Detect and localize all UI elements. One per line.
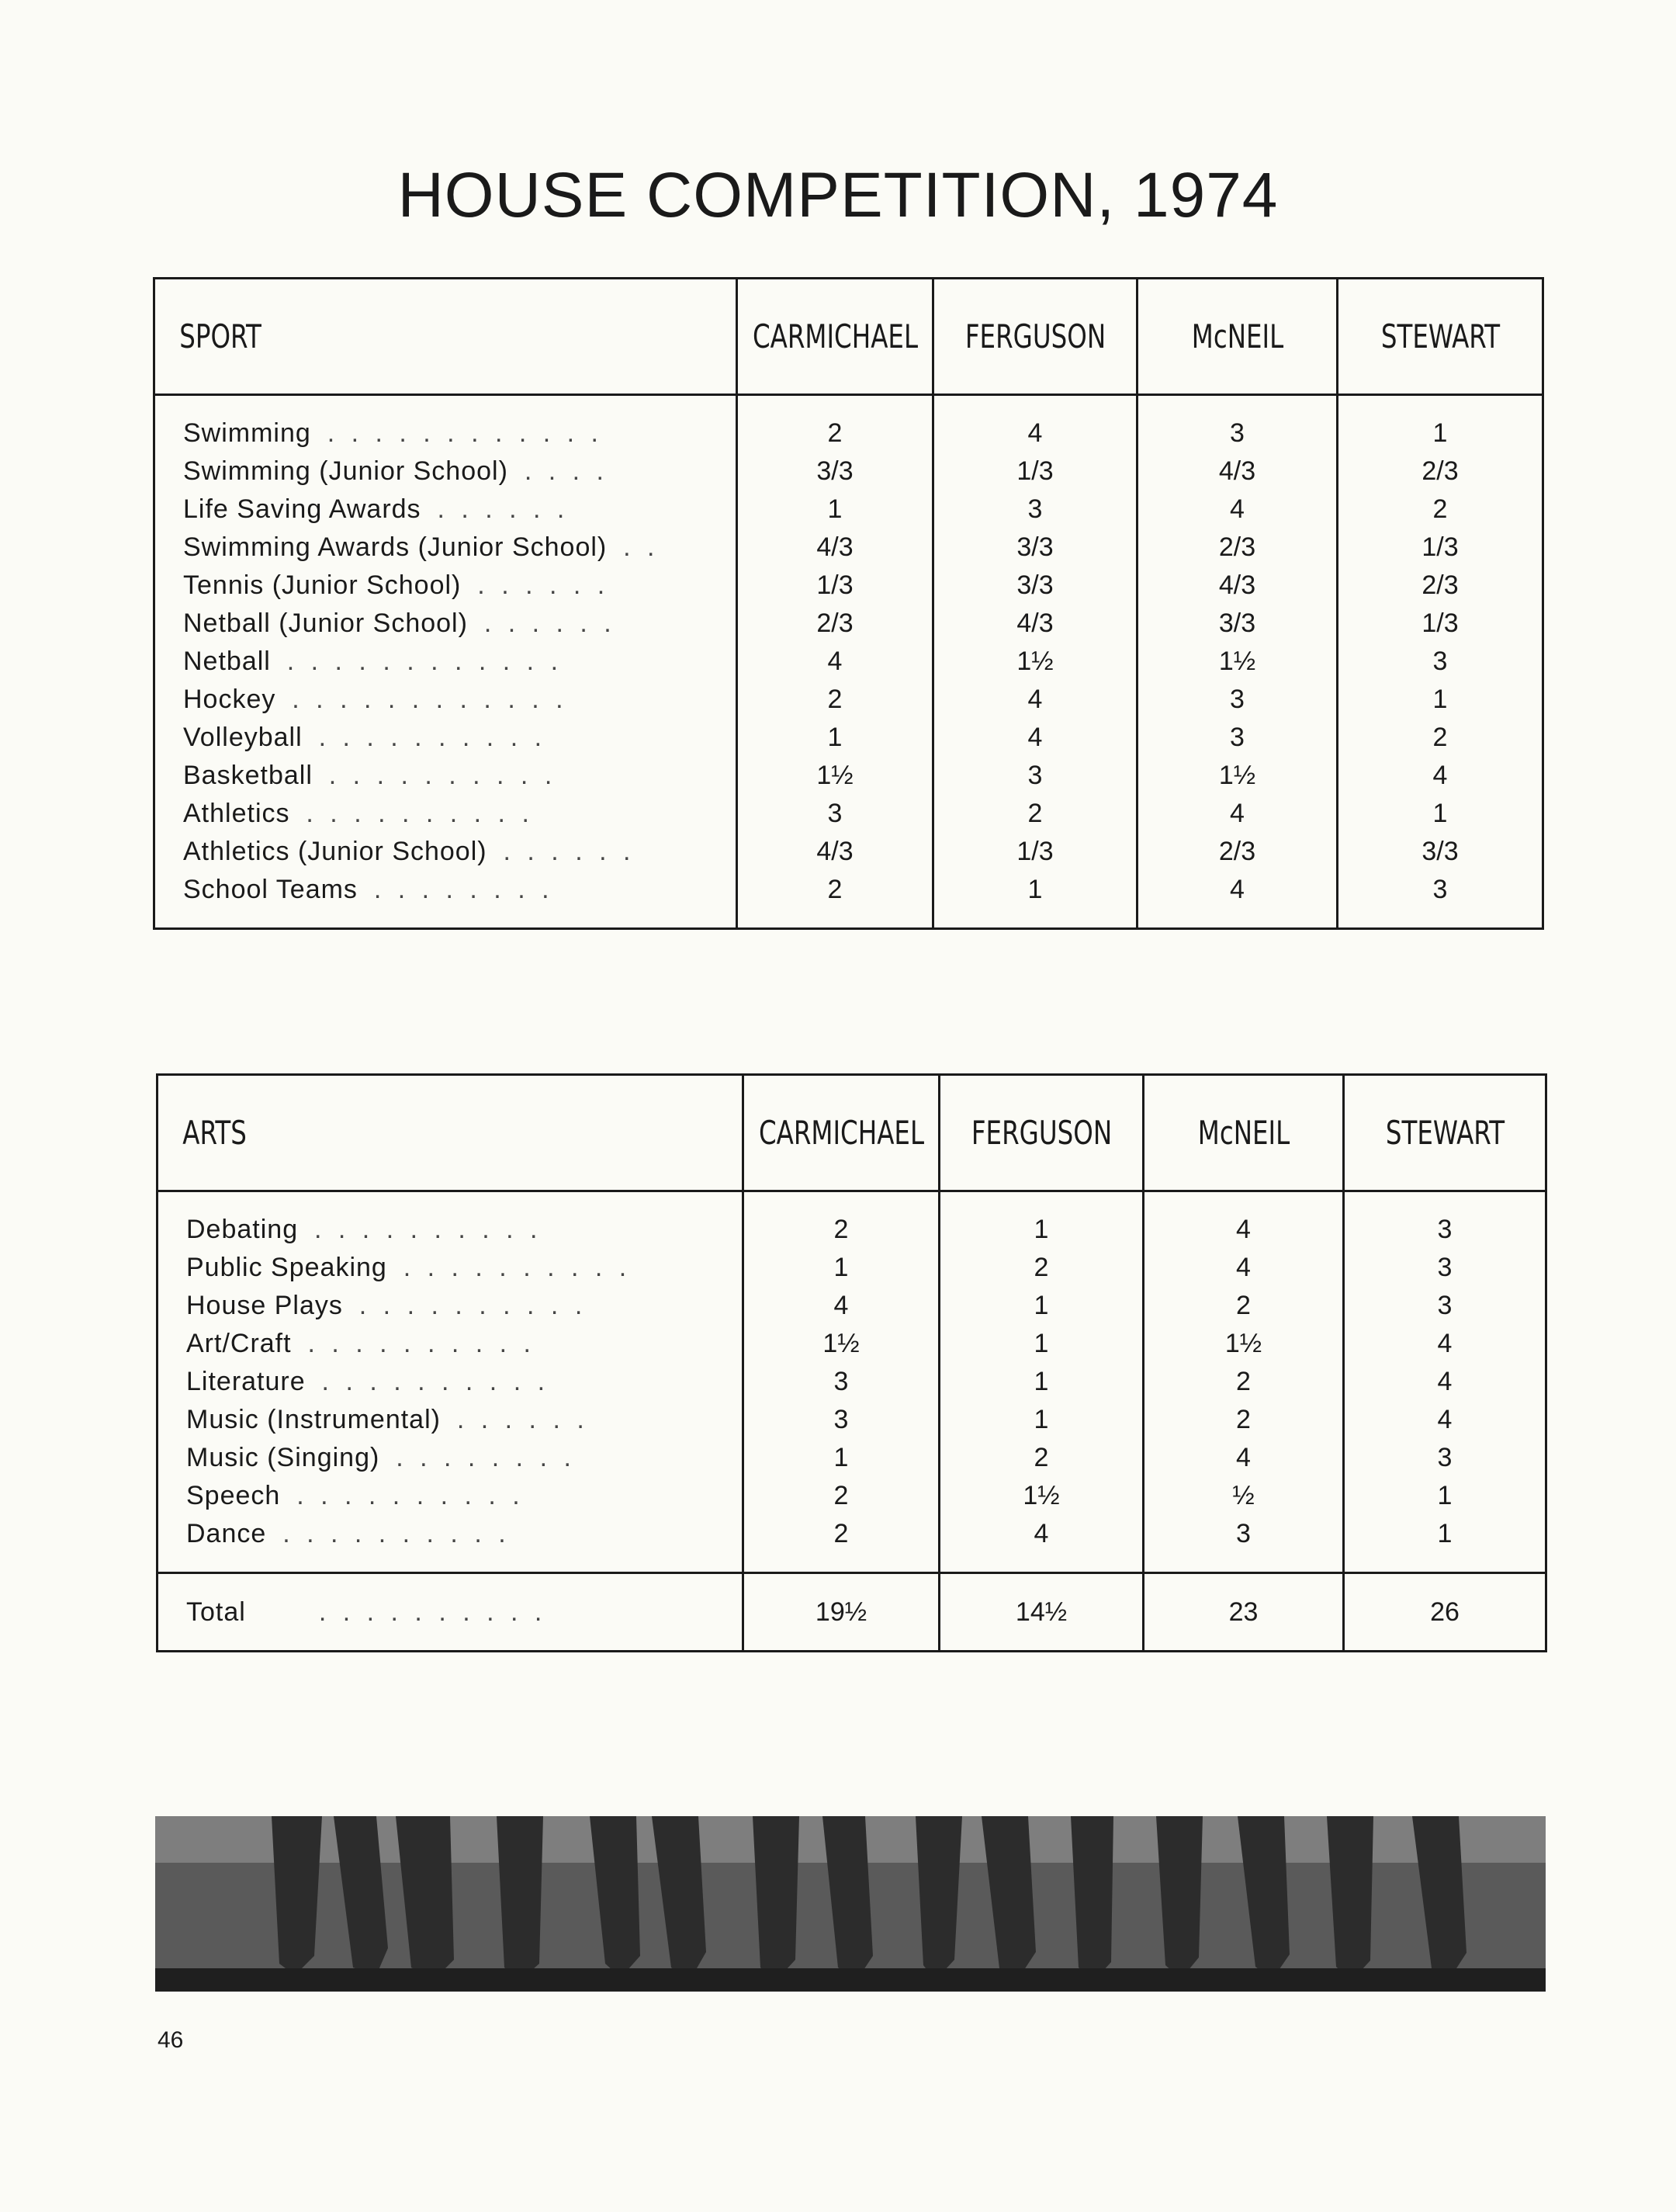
- score-cell: 3: [1338, 871, 1543, 929]
- table-row: [158, 1439, 1546, 1477]
- row-label: [158, 1249, 743, 1287]
- leader-dots: . . . . . . . .: [396, 1443, 576, 1472]
- row-name: Public Speaking: [186, 1253, 387, 1282]
- row-name: Athletics (Junior School): [183, 837, 487, 866]
- leader-dots: . . . . . . . . . . . .: [327, 418, 603, 448]
- score-cell: 2: [737, 395, 933, 453]
- row-name: Life Saving Awards: [183, 494, 421, 524]
- score-cell: 3/3: [1338, 833, 1543, 871]
- row-label: [154, 833, 737, 871]
- row-name: Netball (Junior School): [183, 608, 468, 638]
- leader-dots: . .: [623, 532, 660, 562]
- row-name: Literature: [186, 1367, 306, 1396]
- row-label: [154, 605, 737, 643]
- score-cell: 4: [1138, 871, 1338, 929]
- leader-dots: . . . . . . . . . .: [403, 1253, 632, 1282]
- house-header-ferguson: FERGUSON: [954, 1075, 1129, 1191]
- table-row: [154, 833, 1543, 871]
- row-name: Volleyball: [183, 723, 303, 752]
- page-title: HOUSE COMPETITION, 1974: [397, 160, 1279, 231]
- score-cell: 1: [1338, 681, 1543, 719]
- row-name: Dance: [186, 1519, 267, 1548]
- table-row: [158, 1515, 1546, 1573]
- row-label: [158, 1515, 743, 1573]
- score-cell: 1½: [940, 1477, 1144, 1515]
- score-cell: 3: [743, 1363, 940, 1401]
- house-header-ferguson: FERGUSON: [947, 279, 1123, 395]
- score-cell: 2: [940, 1439, 1144, 1477]
- leader-dots: . . . . . . . . . .: [328, 761, 557, 790]
- score-cell: 3: [743, 1401, 940, 1439]
- row-name: Art/Craft: [186, 1329, 292, 1358]
- table-row: [154, 757, 1543, 795]
- row-label: [154, 452, 737, 491]
- score-cell: 4: [1144, 1439, 1344, 1477]
- score-cell: 3/3: [737, 452, 933, 491]
- score-cell: 1½: [1144, 1325, 1344, 1363]
- table-row: [154, 719, 1543, 757]
- score-cell: 1: [743, 1249, 940, 1287]
- table-row: [154, 452, 1543, 491]
- leader-dots: . . . . . .: [483, 608, 616, 638]
- score-cell: 3: [933, 757, 1138, 795]
- score-cell: 2: [743, 1515, 940, 1573]
- house-header-carmichael: CARMICHAEL: [750, 279, 919, 395]
- row-label: [154, 871, 737, 929]
- score-cell: 2: [940, 1249, 1144, 1287]
- score-cell: 4/3: [737, 529, 933, 567]
- table-row: [154, 491, 1543, 529]
- leader-dots: . . . . . . . . . .: [318, 723, 547, 752]
- row-name: Swimming: [183, 418, 311, 448]
- score-cell: 4: [1344, 1363, 1546, 1401]
- leader-dots: . . . . . .: [503, 837, 635, 866]
- score-cell: 2: [743, 1477, 940, 1515]
- score-cell: 1: [1338, 395, 1543, 453]
- table-row: [158, 1191, 1546, 1250]
- arts-heading: ARTS: [158, 1075, 661, 1191]
- leader-dots: . . . . . . . . . .: [318, 1597, 547, 1627]
- row-label: [158, 1363, 743, 1401]
- house-header-mcneil: McNEIL: [1158, 1075, 1330, 1191]
- table-row: [154, 871, 1543, 929]
- leader-dots: . . . . . . . . . .: [358, 1291, 587, 1320]
- score-cell: 2: [737, 871, 933, 929]
- score-cell: 4/3: [1138, 452, 1338, 491]
- leader-dots: . . . . . . . . . .: [306, 799, 534, 828]
- score-cell: 2/3: [1138, 833, 1338, 871]
- row-name: Speech: [186, 1481, 281, 1510]
- score-cell: 3/3: [933, 529, 1138, 567]
- score-cell: 4: [1138, 795, 1338, 833]
- score-cell: 1: [940, 1287, 1144, 1325]
- score-cell: 3: [1344, 1287, 1546, 1325]
- row-label: [158, 1401, 743, 1439]
- score-cell: 3: [1344, 1191, 1546, 1250]
- score-cell: 4: [737, 643, 933, 681]
- score-cell: 3: [1138, 719, 1338, 757]
- leader-dots: . . . . . . . . . .: [296, 1481, 525, 1510]
- score-cell: 2: [1144, 1287, 1344, 1325]
- row-label: [158, 1287, 743, 1325]
- row-name: Debating: [186, 1215, 299, 1244]
- row-name: Basketball: [183, 761, 313, 790]
- row-label: [154, 681, 737, 719]
- table-row: [154, 643, 1543, 681]
- score-cell: 1½: [1138, 643, 1338, 681]
- row-label: [158, 1325, 743, 1363]
- score-cell: 1/3: [1338, 529, 1543, 567]
- table-row: [158, 1477, 1546, 1515]
- score-cell: 2: [1144, 1363, 1344, 1401]
- score-cell: 1: [1344, 1477, 1546, 1515]
- score-cell: 4: [743, 1287, 940, 1325]
- row-label: [154, 395, 737, 453]
- total-cell: 14½: [940, 1573, 1144, 1652]
- score-cell: 4/3: [1138, 567, 1338, 605]
- score-cell: 4: [1344, 1401, 1546, 1439]
- arts-table: [156, 1073, 1547, 1652]
- score-cell: 1: [1344, 1515, 1546, 1573]
- score-cell: 3: [1138, 681, 1338, 719]
- table-row: [158, 1325, 1546, 1363]
- row-name: House Plays: [186, 1291, 343, 1320]
- score-cell: 3: [1138, 395, 1338, 453]
- score-cell: 3: [1338, 643, 1543, 681]
- table-row: [154, 681, 1543, 719]
- row-label: [154, 643, 737, 681]
- house-header-stewart: STEWART: [1352, 279, 1529, 395]
- row-label: [154, 795, 737, 833]
- score-cell: 1: [940, 1401, 1144, 1439]
- score-cell: 1: [737, 719, 933, 757]
- leader-dots: . . . . . . . . . .: [307, 1329, 535, 1358]
- score-cell: 1: [737, 491, 933, 529]
- score-cell: 3: [933, 491, 1138, 529]
- leader-dots: . . . . . .: [437, 494, 570, 524]
- table-row: [158, 1363, 1546, 1401]
- score-cell: 3: [1144, 1515, 1344, 1573]
- score-cell: 1½: [933, 643, 1138, 681]
- house-header-mcneil: McNEIL: [1151, 279, 1324, 395]
- score-cell: 1½: [737, 757, 933, 795]
- table-row: [154, 395, 1543, 453]
- leader-dots: . . . .: [524, 456, 608, 486]
- table-row: [154, 605, 1543, 643]
- sport-table: [153, 277, 1544, 930]
- score-cell: 4/3: [933, 605, 1138, 643]
- table-row: [154, 567, 1543, 605]
- score-cell: 1/3: [1338, 605, 1543, 643]
- score-cell: 1/3: [933, 833, 1138, 871]
- score-cell: 4: [933, 395, 1138, 453]
- total-cell: 19½: [743, 1573, 940, 1652]
- house-header-stewart: STEWART: [1358, 1075, 1532, 1191]
- row-name: Swimming (Junior School): [183, 456, 508, 486]
- score-cell: 4: [1138, 491, 1338, 529]
- score-cell: 4: [933, 719, 1138, 757]
- leader-dots: . . . . . .: [477, 570, 610, 600]
- row-label: [158, 1477, 743, 1515]
- score-cell: 2/3: [1338, 567, 1543, 605]
- score-cell: 2: [933, 795, 1138, 833]
- total-cell: 26: [1344, 1573, 1546, 1652]
- table-row: [158, 1249, 1546, 1287]
- row-label: [154, 529, 737, 567]
- score-cell: 1: [933, 871, 1138, 929]
- row-name: School Teams: [183, 875, 358, 904]
- score-cell: 2: [1338, 491, 1543, 529]
- score-cell: 4: [1144, 1191, 1344, 1250]
- row-label: [154, 757, 737, 795]
- table-row: [154, 529, 1543, 567]
- score-cell: 1/3: [737, 567, 933, 605]
- score-cell: 1: [940, 1191, 1144, 1250]
- score-cell: 1/3: [933, 452, 1138, 491]
- score-cell: 4: [1338, 757, 1543, 795]
- score-cell: 1: [1338, 795, 1543, 833]
- row-label: [154, 719, 737, 757]
- score-cell: 3: [1344, 1249, 1546, 1287]
- score-cell: 2: [743, 1191, 940, 1250]
- score-cell: 2/3: [1138, 529, 1338, 567]
- score-cell: 3/3: [1138, 605, 1338, 643]
- score-cell: 3/3: [933, 567, 1138, 605]
- score-cell: 4: [1144, 1249, 1344, 1287]
- house-header-carmichael: CARMICHAEL: [757, 1075, 926, 1191]
- table-row: [158, 1287, 1546, 1325]
- total-row: [158, 1573, 1546, 1652]
- score-cell: 4: [940, 1515, 1144, 1573]
- score-cell: 1: [940, 1325, 1144, 1363]
- score-cell: 2/3: [1338, 452, 1543, 491]
- row-label: [158, 1439, 743, 1477]
- total-name: Total: [186, 1597, 246, 1627]
- score-cell: 2: [737, 681, 933, 719]
- score-cell: 4/3: [737, 833, 933, 871]
- row-label: [158, 1191, 743, 1250]
- leader-dots: . . . . . . . . . .: [282, 1519, 511, 1548]
- total-cell: 23: [1144, 1573, 1344, 1652]
- leader-dots: . . . . . . . . . .: [321, 1367, 550, 1396]
- score-cell: 1½: [743, 1325, 940, 1363]
- row-name: Tennis (Junior School): [183, 570, 462, 600]
- score-cell: 3: [1344, 1439, 1546, 1477]
- leader-dots: . . . . . . . .: [373, 875, 554, 904]
- table-row: [154, 795, 1543, 833]
- score-cell: 3: [737, 795, 933, 833]
- sport-heading: SPORT: [154, 279, 656, 395]
- row-label: [154, 567, 737, 605]
- page-number: 46: [158, 2027, 184, 2053]
- leader-dots: . . . . . . . . . .: [314, 1215, 542, 1244]
- table-row: [158, 1401, 1546, 1439]
- score-cell: 2/3: [737, 605, 933, 643]
- score-cell: 4: [1344, 1325, 1546, 1363]
- score-cell: 1½: [1138, 757, 1338, 795]
- score-cell: 1: [940, 1363, 1144, 1401]
- row-label: [154, 491, 737, 529]
- bare-feet-photo: [155, 1816, 1546, 1992]
- row-name: Hockey: [183, 685, 276, 714]
- score-cell: 2: [1144, 1401, 1344, 1439]
- score-cell: ½: [1144, 1477, 1344, 1515]
- score-cell: 1: [743, 1439, 940, 1477]
- leader-dots: . . . . . . . . . . . .: [286, 647, 563, 676]
- sport-header-row: [154, 279, 1543, 395]
- row-name: Swimming Awards (Junior School): [183, 532, 608, 562]
- arts-header-row: [158, 1075, 1546, 1191]
- total-label: [158, 1573, 743, 1652]
- row-name: Music (Singing): [186, 1443, 380, 1472]
- leader-dots: . . . . . .: [456, 1405, 589, 1434]
- score-cell: 4: [933, 681, 1138, 719]
- row-name: Athletics: [183, 799, 290, 828]
- row-name: Netball: [183, 647, 271, 676]
- row-name: Music (Instrumental): [186, 1405, 441, 1434]
- leader-dots: . . . . . . . . . . . .: [292, 685, 568, 714]
- score-cell: 2: [1338, 719, 1543, 757]
